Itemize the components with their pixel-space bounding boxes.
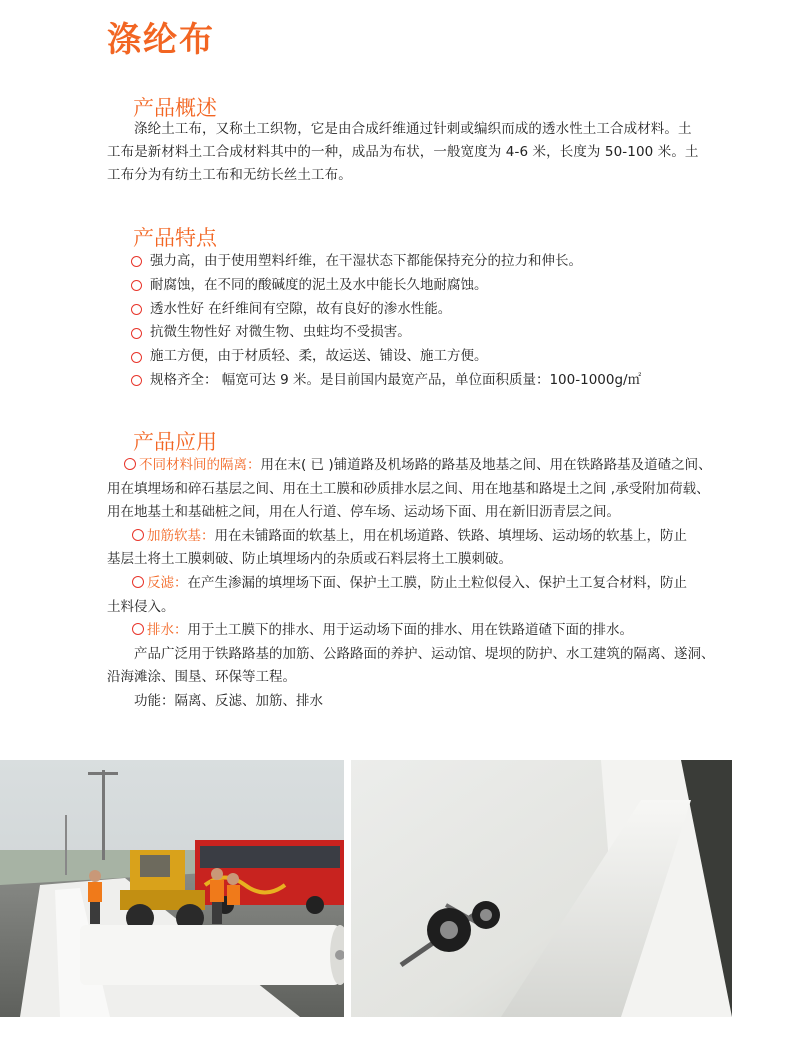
application-label: 反滤： xyxy=(147,574,188,591)
circle-bullet-icon xyxy=(131,304,142,315)
page-title: 涤纶布 xyxy=(107,20,215,60)
circle-bullet-icon xyxy=(131,375,142,386)
list-item: 施工方便，由于材质轻、柔，故运送、铺设、施工方便。 xyxy=(131,345,641,369)
construction-site-photo xyxy=(0,760,344,1017)
application-soft: 加筋软基：用在未铺路面的软基上，用在机场道路、铁路、填埋场、运动场的软基上，防止 xyxy=(107,525,729,549)
circle-bullet-icon xyxy=(124,458,136,470)
application-label: 加筋软基： xyxy=(147,527,215,544)
circle-bullet-icon xyxy=(131,352,142,363)
application-line: 用在地基土和基础桩之间，用在人行道、停车场、运动场下面、用在新旧沥青层之间。 xyxy=(107,504,620,521)
application-label: 不同材料间的隔离： xyxy=(139,457,261,473)
geotextile-roll-photo xyxy=(351,760,732,1017)
applications-heading: 产品应用 xyxy=(133,430,217,454)
list-item: 耐腐蚀，在不同的酸碱度的泥土及水中能长久地耐腐蚀。 xyxy=(131,274,641,298)
summary-line: 产品广泛用于铁路路基的加筋、公路路面的养护、运动馆、堤坝的防护、水工建筑的隔离、遂洞、 xyxy=(134,645,715,662)
features-heading: 产品特点 xyxy=(133,226,217,250)
application-label: 排水： xyxy=(147,622,188,639)
application-filter: 反滤：在产生渗漏的填埋场下面、保护土工膜，防止土粒似侵入、保护土工复合材料，防止 xyxy=(107,572,729,596)
features-list xyxy=(131,250,641,393)
circle-bullet-icon xyxy=(132,576,144,588)
overview-line: 工布分为有纺土工布和无纺长丝土工布。 xyxy=(107,166,352,183)
application-line: 土料侵入。 xyxy=(107,598,175,615)
overview-line: 涤纶土工布，又称土工织物，它是由合成纤维通过针刺或编织而成的透水性土工合成材料。土 xyxy=(134,121,692,137)
application-drain: 排水：用于土工膜下的排水、用于运动场下面的排水、用在铁路道碴下面的排水。 xyxy=(107,619,729,643)
list-item: 强力高，由于使用塑料纤维，在干湿状态下都能保持充分的拉力和伸长。 xyxy=(131,250,641,274)
list-item: 透水性好 在纤维间有空隙，故有良好的渗水性能。 xyxy=(131,298,641,322)
list-item: 规格齐全： 幅宽可达 9 米。是目前国内最宽产品，单位面积质量：100-1000g/㎡ xyxy=(131,369,641,393)
circle-bullet-icon xyxy=(131,280,142,291)
circle-bullet-icon xyxy=(131,328,142,339)
list-item: 抗微生物性好 对微生物、虫蛀均不受损害。 xyxy=(131,321,641,345)
application-isolation: 不同材料间的隔离：用在末( 已 )铺道路及机场路的路基及地基之间、用在铁路路基及道碴之间、 xyxy=(107,454,729,478)
overview-paragraph xyxy=(107,118,729,186)
application-line: 用在填埋场和碎石基层之间、用在土工膜和砂质排水层之间、用在地基和路堤土之间 ,承受附加荷载、 xyxy=(107,480,710,497)
circle-bullet-icon xyxy=(132,529,144,541)
circle-bullet-icon xyxy=(131,256,142,267)
functions-line: 功能：隔离、反滤、加筋、排水 xyxy=(134,692,323,709)
applications-body xyxy=(107,454,729,714)
overview-heading: 产品概述 xyxy=(133,96,217,120)
overview-line: 工布是新材料土工合成材料其中的一种，成品为布状，一般宽度为 4-6 米，长度为 50-100 米。土 xyxy=(107,143,699,160)
circle-bullet-icon xyxy=(132,623,144,635)
application-line: 基层土将土工膜刺破、防止填埋场内的杂质或石料层将土工膜刺破。 xyxy=(107,551,512,568)
summary-line: 沿海滩涂、围垦、环保等工程。 xyxy=(107,669,296,686)
